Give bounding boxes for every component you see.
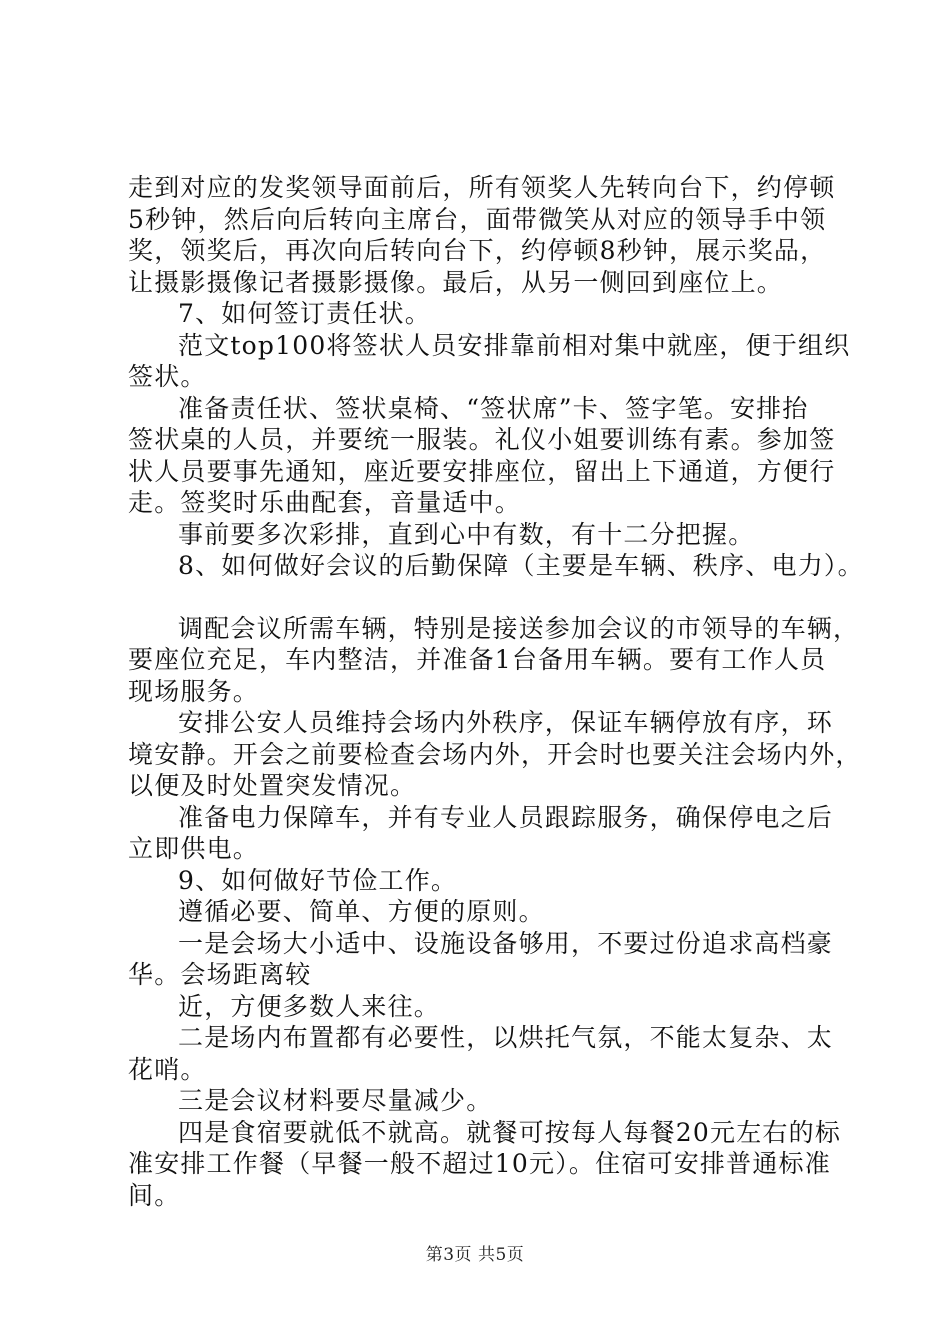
text-line: 以便及时处置突发情况。 <box>128 771 417 800</box>
text-line: 事前要多次彩排，直到心中有数，有十二分把握。 <box>178 519 755 549</box>
section-heading: 7、如何签订责任状。 <box>178 299 431 328</box>
text-line: 遵循必要、简单、方便的原则。 <box>178 897 545 926</box>
text-line: 一是会场大小适中、设施设备够用，不要过份追求高档豪 <box>178 928 834 958</box>
document-body <box>128 172 864 1211</box>
text-line: 让摄影摄像记者摄影摄像。最后，从另一侧回到座位上。 <box>128 267 784 297</box>
text-line: 境安静。开会之前要检查会场内外，开会时也要关注会场内外， <box>128 739 862 769</box>
text-line: 近，方便多数人来往。 <box>178 991 441 1021</box>
text-line: 签状桌的人员，并要统一服装。礼仪小姐要训练有素。参加签 <box>128 425 836 454</box>
text-line: 华。会场距离较 <box>128 960 312 989</box>
text-line: 准备责任状、签状桌椅、“签状席”卡、签字笔。安排抬 <box>178 393 809 423</box>
text-line: 花哨。 <box>128 1054 207 1084</box>
text-line: 5秒钟，然后向后转向主席台，面带微笑从对应的领导手中领 <box>128 204 827 234</box>
text-line: 准备电力保障车，并有专业人员跟踪服务，确保停电之后 <box>178 802 834 832</box>
blank-line <box>128 582 848 613</box>
text-line: 二是场内布置都有必要性，以烘托气氛，不能太复杂、太 <box>178 1023 834 1052</box>
text-line: 调配会议所需车辆，特别是接送参加会议的市领导的车辆， <box>178 613 860 643</box>
text-line: 准安排工作餐（早餐一般不超过10元）。住宿可安排普通标准 <box>128 1149 831 1178</box>
text-line: 四是食宿要就低不就高。就餐可按每人每餐20元左右的标 <box>178 1117 842 1147</box>
text-line: 走到对应的发奖领导面前后，所有领奖人先转向台下，约停顿 <box>128 173 836 202</box>
section-heading: 8、如何做好会议的后勤保障（主要是车辆、秩序、电力）。 <box>178 551 864 580</box>
text-line: 间。 <box>128 1180 181 1210</box>
text-line: 签状。 <box>128 362 207 391</box>
text-line: 安排公安人员维持会场内外秩序，保证车辆停放有序，环 <box>178 708 834 737</box>
section-heading: 9、如何做好节俭工作。 <box>178 865 458 895</box>
text-line: 奖，领奖后，再次向后转向台下，约停顿8秒钟，展示奖品， <box>128 236 827 265</box>
page-number-footer: 第3页 共5页 <box>425 1245 525 1265</box>
text-line: 走。签奖时乐曲配套，音量适中。 <box>128 488 522 517</box>
text-line: 范文top100将签状人员安排靠前相对集中就座，便于组织 <box>178 330 851 360</box>
text-line: 状人员要事先通知，座近要安排座位，留出上下通道，方便行 <box>128 456 836 486</box>
text-line: 三是会议材料要尽量减少。 <box>178 1086 493 1115</box>
text-line: 现场服务。 <box>128 676 260 706</box>
text-line: 要座位充足，车内整洁，并准备1台备用车辆。要有工作人员 <box>128 645 827 674</box>
text-line: 立即供电。 <box>128 834 260 863</box>
